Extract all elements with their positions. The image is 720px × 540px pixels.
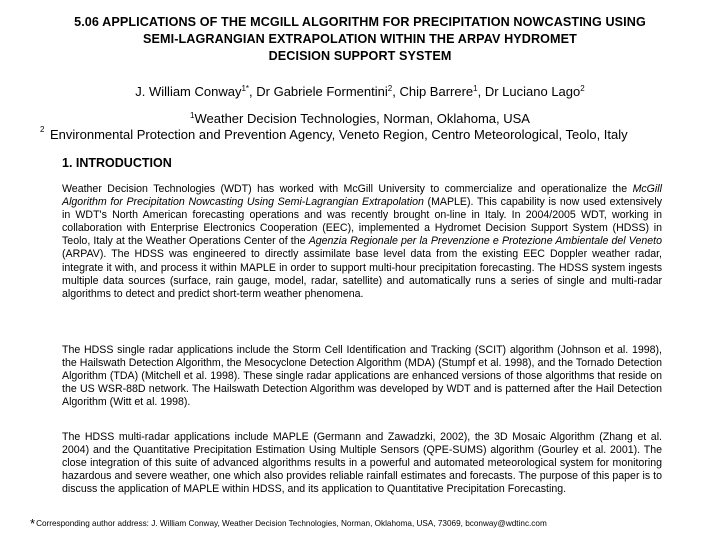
author-separator: , <box>249 84 257 99</box>
author-mark: 2 <box>580 84 585 93</box>
paragraph-2: The HDSS single radar applications include the Storm Cell Identification and Tracking (SCIT) algorithm (Johnson et al. 1998), the Hailswath Detection Algorithm, the Mesocyclone Detection Algorithm (MDA) (Stumpf et al. 1998), and the Tornado Detection Algorithm (TDA) (Mitchell et al. 1998). These single radar applications are enhanced versions of those algorithms that reside on the US WSR-88D network. The Hailswath Detection Algorithm was developed by WDT and is patterned after the Hail Detection Algorithm (Witt et al. 1998). <box>62 344 662 409</box>
affiliation-2 <box>40 125 628 143</box>
author-separator: , <box>477 84 485 99</box>
footnote-mark: * <box>30 516 36 531</box>
author-list <box>0 84 720 100</box>
p1-italic-agency: Agenzia Regionale per la Prevenzione e Protezione Ambientale del Veneto <box>308 235 662 248</box>
paper-title <box>20 14 700 65</box>
p1-text-c: (MAPLE). This capability is now used extensively in WDT's North American forecasting operations and was recently brought on-line in Italy. In 2004/2005 WDT, working in collaboration with Enterprise Electronics Cooperation (EEC), implemented a Hydromet Decision Support System (HDSS) in Teolo, Italy at the Weather Operations Center of the <box>62 196 662 248</box>
author-name: Chip Barrere <box>399 84 474 99</box>
title-line-2: SEMI-LAGRANGIAN EXTRAPOLATION WITHIN THE ARPAV HYDROMET <box>143 32 577 46</box>
author-separator: , <box>392 84 400 99</box>
paragraph-1 <box>62 183 662 301</box>
author-mark: 1 <box>473 84 478 93</box>
title-line-1: 5.06 APPLICATIONS OF THE MCGILL ALGORITHM FOR PRECIPITATION NOWCASTING USING <box>74 15 646 29</box>
footnote <box>30 518 547 530</box>
affiliation-mark: 2 <box>40 125 45 134</box>
section-heading: 1. INTRODUCTION <box>62 156 172 170</box>
footnote-text: Corresponding author address: J. William Conway, Weather Decision Technologies, Norman, Oklahoma, USA, 73069, bconway@wdtinc.com <box>36 519 547 528</box>
p1-text-a: Weather Decision Technologies (WDT) has worked with McGill University to commercialize and operationalize the <box>62 183 633 195</box>
author-name: Dr Gabriele Formentini <box>256 84 388 99</box>
affiliation-text: Environmental Protection and Prevention Agency, Veneto Region, Centro Meteorological, Teolo, Italy <box>50 127 628 142</box>
title-line-3: DECISION SUPPORT SYSTEM <box>268 49 452 63</box>
author-name: Dr Luciano Lago <box>484 84 581 99</box>
p1-text-e: (ARPAV). The HDSS was engineered to directly assimilate base level data from the existing EEC Doppler weather radar, integrate it with, and process it within MAPLE in order to support multi-hour precipitation forecasting. The HDSS system ingests multiple data sources (surface, rain gauge, model, radar, satellite) and automatically runs a series of single and multi-radar algorithms to detect and predict short-term weather phenomena. <box>62 248 662 300</box>
affiliation-1 <box>0 111 720 127</box>
author-name: J. William Conway <box>135 84 242 99</box>
paragraph-3: The HDSS multi-radar applications include MAPLE (Germann and Zawadzki, 2002), the 3D Mosaic Algorithm (Zhang et al. 2004) and the Quantitative Precipitation Estimation Using Multiple Sensors (QPE-SUMS) algorithm (Gourley et al. 2001). The close integration of this suite of advanced algorithms results in a powerful and automated meteorological system for monitoring hazardous and severe weather, one which also provides reliable rainfall estimates and forecasts. The purpose of this paper is to discuss the application of MAPLE within HDSS, and its application to Quantitative Precipitation Forecasting. <box>62 431 662 496</box>
affiliation-mark: 1 <box>190 111 195 120</box>
author-mark: 2 <box>387 84 393 93</box>
author-mark: 1* <box>241 84 250 93</box>
p1-italic-maple: McGill Algorithm for Precipitation Nowcasting Using Semi-Lagrangian Extrapolation <box>62 183 662 209</box>
affiliation-text: Weather Decision Technologies, Norman, Oklahoma, USA <box>194 111 530 126</box>
